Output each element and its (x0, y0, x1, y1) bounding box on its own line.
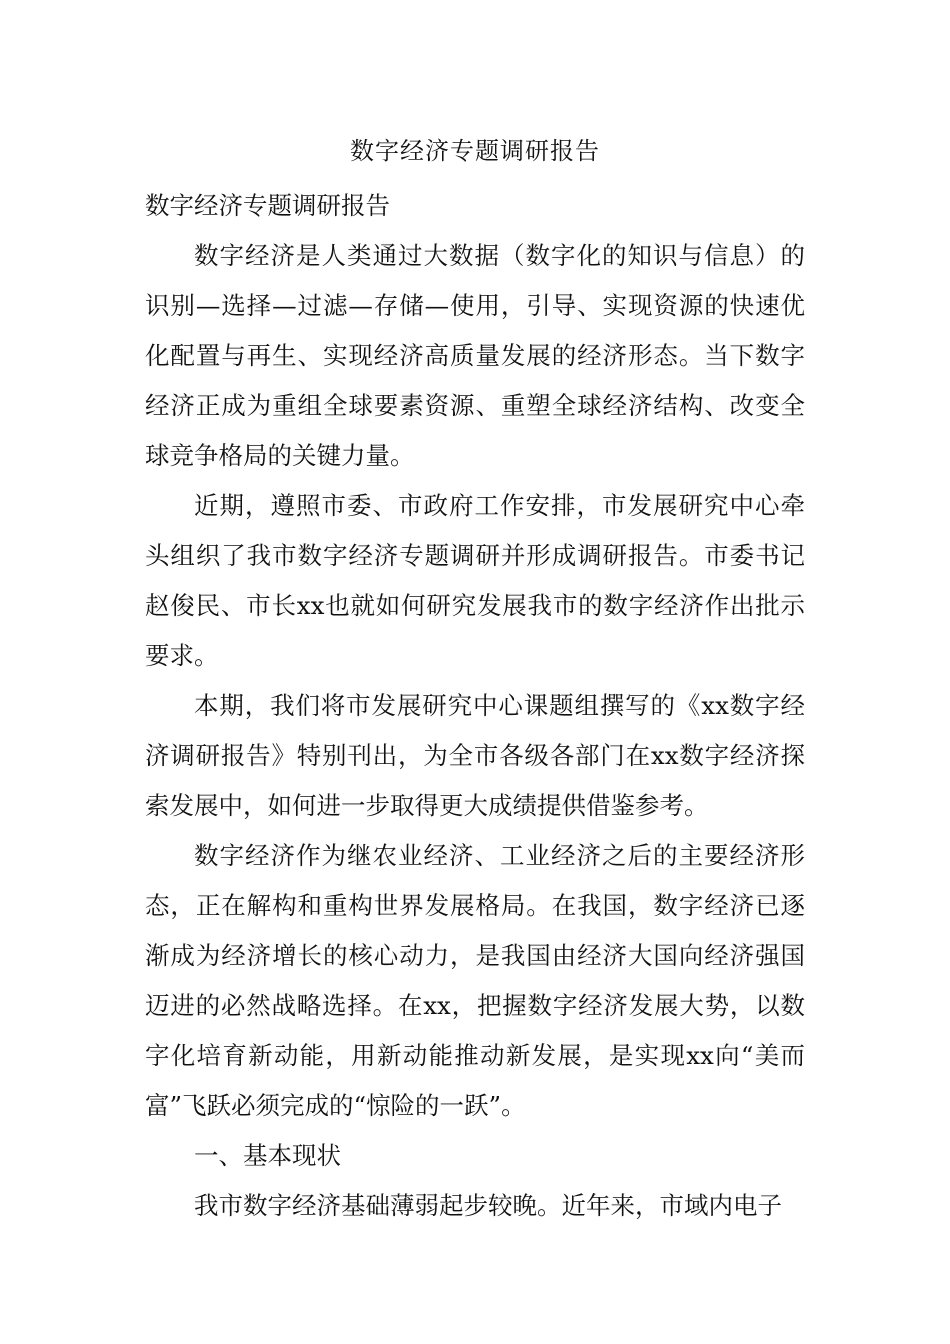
paragraph-recent: 近期，遵照市委、市政府工作安排，市发展研究中心牵头组织了我市数字经济专题调研并形成调研报告。市委书记赵俊民、市长xx也就如何研究发展我市的数字经济作出批示要求。 (145, 491, 805, 670)
paragraph-intro: 数字经济是人类通过大数据（数字化的知识与信息）的识别—选择—过滤—存储—使用，引导、实现资源的快速优化配置与再生、实现经济高质量发展的经济形态。当下数字经济正成为重组全球要素资源、重塑全球经济结构、改变全球竞争格局的关键力量。 (145, 241, 805, 470)
paragraph-basic-status: 我市数字经济基础薄弱起步较晚。近年来，市域内电子 (194, 1191, 782, 1220)
body-heading: 数字经济专题调研报告 (145, 191, 390, 220)
document-title: 数字经济专题调研报告 (350, 137, 600, 165)
section-heading-basic-status: 一、基本现状 (194, 1141, 341, 1170)
paragraph-this-issue: 本期，我们将市发展研究中心课题组撰写的《xx数字经济调研报告》特别刊出，为全市各级各部门在xx数字经济探索发展中，如何进一步取得更大成绩提供借鉴参考。 (145, 691, 805, 820)
document-body (145, 181, 805, 1231)
paragraph-digital-economy: 数字经济作为继农业经济、工业经济之后的主要经济形态，正在解构和重构世界发展格局。在我国，数字经济已逐渐成为经济增长的核心动力，是我国由经济大国向经济强国迈进的必然战略选择。在xx，把握数字经济发展大势，以数字化培育新动能，用新动能推动新发展，是实现xx向“美而富”飞跃必须完成的“惊险的一跃”。 (145, 841, 805, 1120)
